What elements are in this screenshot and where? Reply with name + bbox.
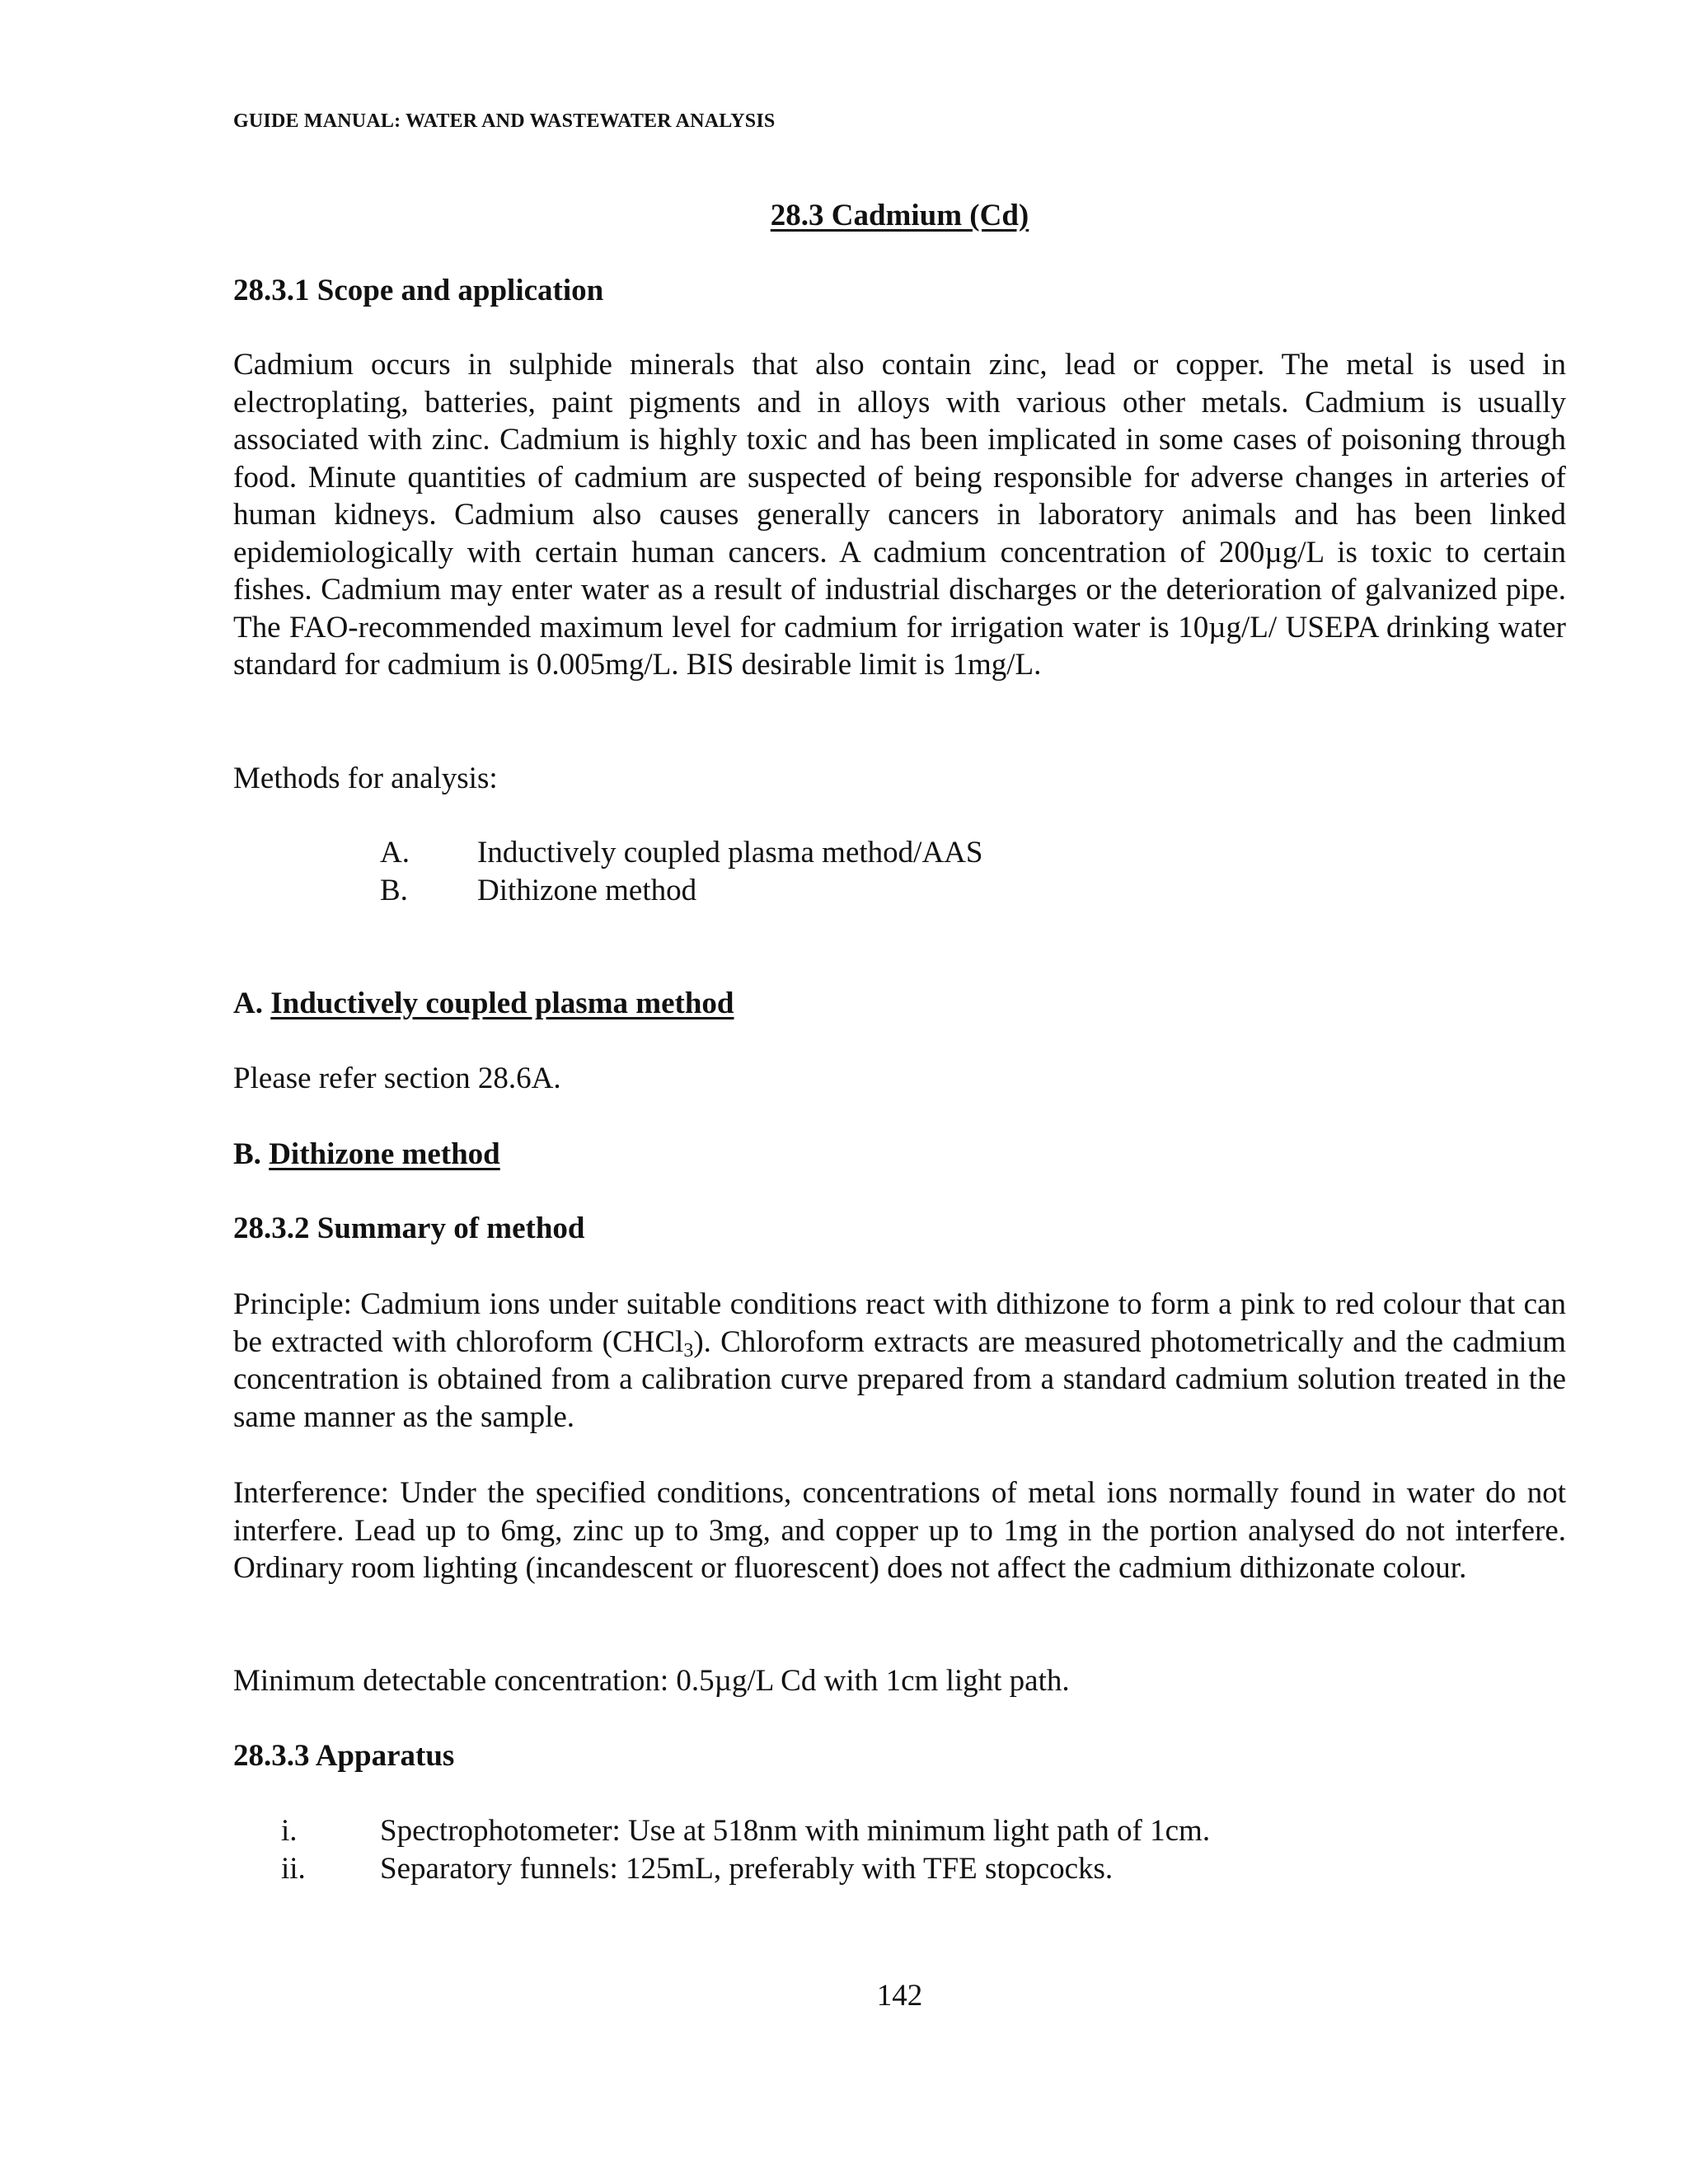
page-number: 142 (876, 1979, 923, 2013)
summary-heading: 28.3.2 Summary of method (233, 1212, 585, 1245)
method-a-heading (233, 985, 1566, 1023)
scope-paragraph: Cadmium occurs in sulphide minerals that also contain zinc, lead or copper. The metal is used in electroplating, batteries, paint pigments and in alloys with various other metals. Cadmium is usually associated with zinc. Cadmium is highly toxic and has been implicated in some cases of poisoning through food. Minute quantities of cadmium are suspected of being responsible for adverse changes in arteries of human kidneys. Cadmium also causes generally cancers in laboratory animals and has been linked epidemiologically with certain human cancers. A cadmium concentration of 200µg/L is toxic to certain fishes. Cadmium may enter water as a result of industrial discharges or the deterioration of galvanized pipe. The FAO-recommended maximum level for cadmium for irrigation water is 10µg/L/ USEPA drinking water standard for cadmium is 0.005mg/L. BIS desirable limit is 1mg/L. (233, 348, 1566, 682)
list-item-text: Separatory funnels: 125mL, preferably with TFE stopcocks. (380, 1852, 1114, 1886)
method-a-body: Please refer section 28.6A. (233, 1062, 561, 1095)
methods-intro: Methods for analysis: (233, 762, 498, 795)
method-a-prefix: A. (233, 987, 263, 1020)
list-marker: B. (380, 874, 408, 907)
section-title: 28.3 Cadmium (Cd) (770, 199, 1029, 232)
chloroform-subscript: 3 (683, 1339, 694, 1361)
scope-heading: 28.3.1 Scope and application (233, 274, 604, 307)
document-page (233, 0, 1566, 2184)
minimum-detectable-text: Minimum detectable concentration: 0.5µg/L Cd with 1cm light path. (233, 1664, 1070, 1698)
list-item-text: Dithizone method (477, 874, 697, 907)
list-marker: A. (380, 836, 410, 869)
running-header: GUIDE MANUAL: WATER AND WASTEWATER ANALYSIS (233, 110, 776, 132)
principle-paragraph (233, 1286, 1566, 1436)
list-item-text: Spectrophotometer: Use at 518nm with minimum light path of 1cm. (380, 1814, 1211, 1848)
method-b-prefix: B. (233, 1137, 261, 1171)
principle-text-end: ). Chloroform extracts are measured photometrically and the cadmium concentration is obtained from a calibration curve prepared from a standard cadmium solution treated in the same manner as the sample. (233, 1324, 1566, 1434)
method-a-title: Inductively coupled plasma method (270, 987, 734, 1020)
principle-text-start: Principle: Cadmium ions under suitable conditions react with dithizone to form a pink to red colour that can be extracted with chloroform (CHCl (233, 1287, 1566, 1359)
interference-paragraph: Interference: Under the specified conditions, concentrations of metal ions normally found in water do not interfere. Lead up to 6mg, zinc up to 3mg, and copper up to 1mg in the portion analysed do not interfere. Ordinary room lighting (incandescent or fluorescent) does not affect the cadmium dithizonate colour. (233, 1476, 1566, 1585)
method-b-heading (233, 1136, 1566, 1174)
apparatus-heading: 28.3.3 Apparatus (233, 1739, 455, 1773)
method-b-title: Dithizone method (269, 1137, 500, 1171)
list-item-text: Inductively coupled plasma method/AAS (477, 836, 983, 869)
list-marker: i. (281, 1814, 298, 1848)
list-marker: ii. (281, 1852, 306, 1886)
